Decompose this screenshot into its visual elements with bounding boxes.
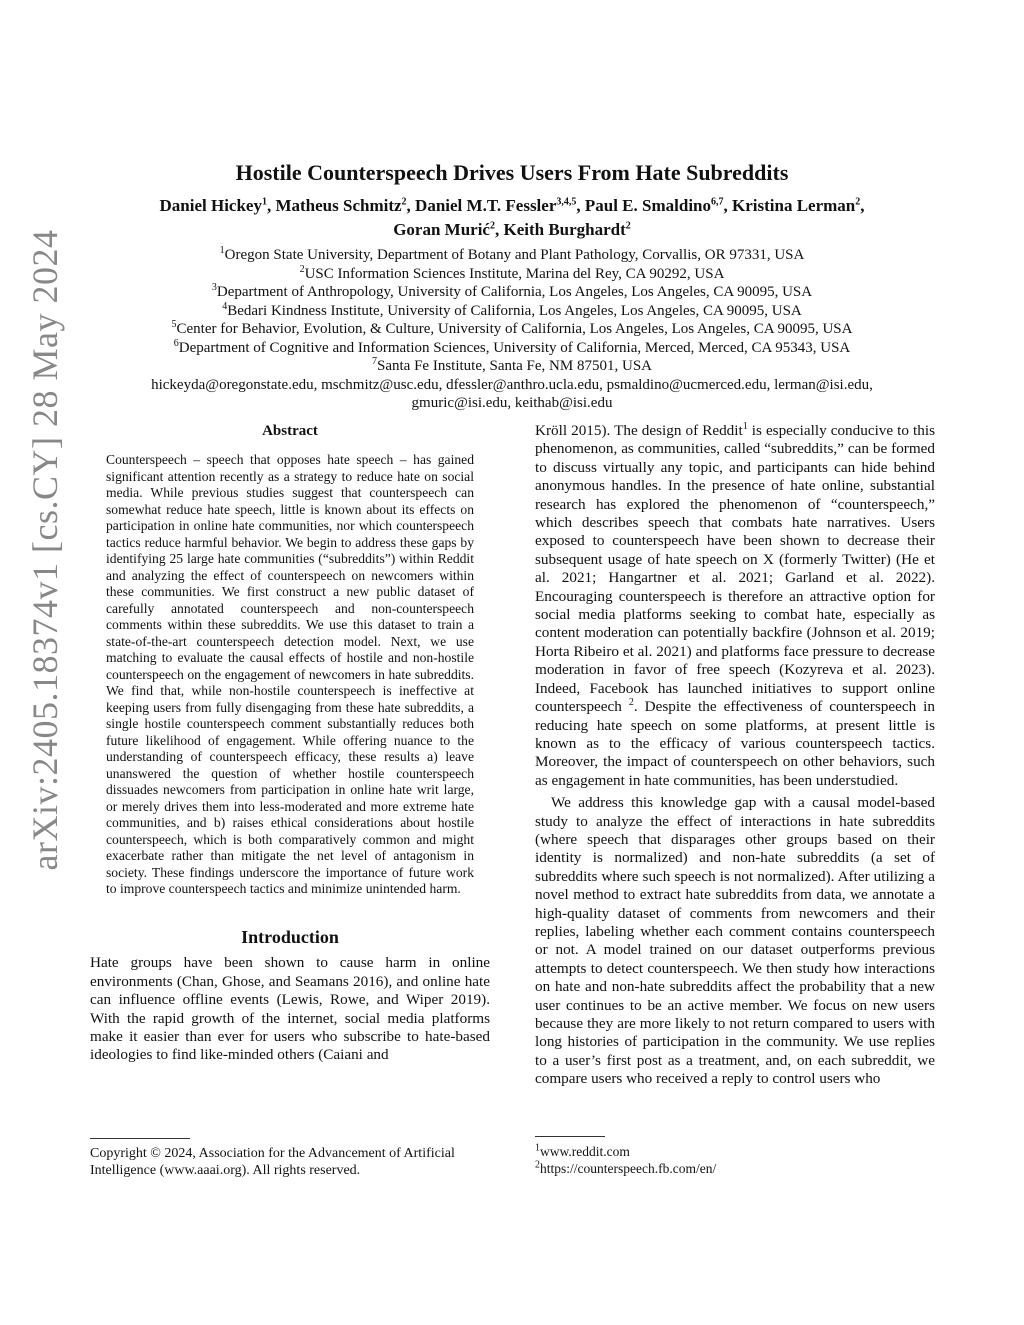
footnotes [535, 1136, 935, 1177]
abstract-body: Counterspeech – speech that opposes hate speech – has gained significant attention recently as a strategy to reduce hate on social media. While previous studies suggest that counterspeech can somewhat reduce hate speech, little is known about its effects on participation in online hate communities, nor which counterspeech tactics reduce harmful behavior. We begin to address these gaps by identifying 25 large hate communities (“subreddits”) within Reddit and analyzing the effect of counterspeech on newcomers within these communities. We first construct a new public dataset of carefully annotated counterspeech and non-counterspeech comments within these subreddits. We use this dataset to train a state-of-the-art counterspeech detection model. Next, we use matching to evaluate the causal effects of hostile and non-hostile counterspeech on the engagement of newcomers in hate subreddits. We find that, while non-hostile counterspeech is ineffective at keeping users from fully disengaging from these hate subreddits, a single hostile counterspeech comment substantially reduces both future likelihood of engagement. While offering nuance to the understanding of counterspeech efficacy, these results a) leave unanswered the question of whether hostile counterspeech dissuades newcomers from participation in online hate writ large, or merely drives them into less-moderated and more extreme hate communities, and b) raises ethical considerations about hostile counterspeech, which is both comparatively common and might exacerbate rather than mitigate the net level of antagonism in society. These findings underscore the importance of future work to improve counterspeech tactics and minimize unintended harm. [106, 452, 474, 897]
email-list-line-2[interactable]: gmuric@isi.edu, keithab@isi.edu [411, 395, 613, 411]
affiliation: $^2$USC Information Sciences Institute, Marina del Rey, CA 90292, USA [299, 263, 725, 282]
affiliation: $^5$Center for Behavior, Evolution, & Culture, University of California, Los Angeles, Los Angeles, CA 90095, USA [171, 319, 853, 337]
author: Goran Murić$^2$ [393, 220, 495, 239]
introduction-paragraph: We address this knowledge gap with a causal model-based study to analyze the effect of interactions in hate subreddits (where speech that disparages other groups based on their identity is normalized) and non-hate subreddits (a set of subreddits where such speech is not normalized). After utilizing a novel method to extract hate subreddits from data, we annotate a high-quality dataset of comments from newcomers and their replies, labeling whether each comment contains counterspeech or not. A model trained on our dataset outperforms previous attempts to detect counterspeech. We then study how interactions on hate and non-hate subreddits affect the probability that a new user continues to be an active member. We focus on new users because they are more likely to not return compared to users with long histories of participation in the community. We use replies to a user’s first post as a treatment, and, on each subreddit, we compare users who received a reply to control users who [535, 794, 935, 1088]
introduction-heading: Introduction [241, 926, 339, 947]
author: Keith Burghardt$^2$ [503, 220, 631, 239]
copyright-footnote [90, 1138, 490, 1179]
author: Daniel Hickey$^1$ [159, 196, 267, 215]
author-list: Daniel Hickey$^1$, Matheus Schmitz$^2$, Daniel M.T. Fessler$^{3,4,5}$, Paul E. Smaldino$^{6,7}$, Kristina Lerman$^2$, Goran Murić$^2$, Keith Burghardt$^2$ [159, 196, 865, 239]
footnote[interactable]: $^2$https://counterspeech.fb.com/en/ [535, 1159, 717, 1176]
left-column [90, 422, 490, 1065]
email-list-line-1[interactable]: hickeyda@oregonstate.edu, mschmitz@usc.edu, dfessler@anthro.ucla.edu, psmaldino@ucmerced.edu, lerman@isi.edu, [151, 376, 873, 393]
footnote[interactable]: $^1$www.reddit.com [535, 1142, 630, 1159]
footnote-ref-2[interactable]: 2 [628, 697, 634, 709]
paper-title: Hostile Counterspeech Drives Users From Hate Subreddits [235, 160, 789, 185]
right-column [535, 422, 935, 1089]
affiliation: $^3$Department of Anthropology, University of California, Los Angeles, Los Angeles, CA 90095, USA [211, 282, 813, 300]
author: Matheus Schmitz$^2$ [275, 196, 407, 215]
author-emails [60, 376, 964, 413]
footnote-ref-1[interactable]: 1 [742, 420, 748, 432]
footnote-rule [90, 1138, 190, 1139]
arxiv-identifier-stamp[interactable]: arXiv:2405.18374v1 [cs.CY] 28 May 2024 [25, 229, 65, 871]
author: Kristina Lerman$^2$ [732, 196, 861, 215]
footnote-rule [535, 1136, 605, 1137]
author: Daniel M.T. Fessler$^{3,4,5}$ [415, 196, 577, 215]
introduction-paragraph-continued: Kröll 2015). The design of Reddit$^1$ is especially conducive to this phenomenon, as communities, called “subreddits,” can be formed to discuss virtually any topic, and participants can hide behind anonymous handles. In the presence of hate online, substantial research has explored the phenomenon of “counterspeech,” which describes speech that combats hate narratives. Users exposed to counterspeech have been shown to decrease their subsequent usage of hate speech on X (formerly Twitter) (He et al. 2021; Hangartner et al. 2021; Garland et al. 2022). Encouraging counterspeech is therefore an attractive option for social media platforms seeking to combat hate, especially as content moderation can potentially backfire (Johnson et al. 2019; Horta Ribeiro et al. 2021) and platforms face pressure to decrease moderation in favor of free speech (Kozyreva et al. 2023). Indeed, Facebook has launched initiatives to support online counterspeech $^2$. Despite the effectiveness of counterspeech in reducing hate speech on some platforms, at present little is known as to the efficacy of various counterspeech tactics. Moreover, the impact of counterspeech on other behaviors, such as engagement in hate communities, has been understudied. [535, 420, 935, 789]
affiliation-list [60, 246, 964, 413]
affiliation: $^4$Bedari Kindness Institute, University of California, Los Angeles, Los Angeles, CA 90095, USA [222, 300, 802, 319]
paper-header [60, 158, 964, 413]
affiliation: $^6$Department of Cognitive and Information Sciences, University of California, Merced, Merced, CA 95343, USA [173, 337, 851, 356]
affiliation: $^7$Santa Fe Institute, Santa Fe, NM 87501, USA [372, 356, 652, 374]
abstract-heading: Abstract [262, 423, 318, 439]
copyright-notice: Copyright © 2024, Association for the Advancement of Artificial Intelligence (www.aaai.org). All rights reserved. [90, 1146, 455, 1178]
introduction-paragraph: Hate groups have been shown to cause harm in online environments (Chan, Ghose, and Seamans 2016), and online hate can influence offline events (Lewis, Rowe, and Wiper 2019). With the rapid growth of the internet, social media platforms make it easier than ever for users who subscribe to hate-based ideologies to find like-minded others (Caiani and [90, 954, 490, 1064]
affiliation: $^1$Oregon State University, Department of Botany and Plant Pathology, Corvallis, OR 97331, USA [219, 245, 805, 263]
author: Paul E. Smaldino$^{6,7}$ [584, 196, 724, 215]
